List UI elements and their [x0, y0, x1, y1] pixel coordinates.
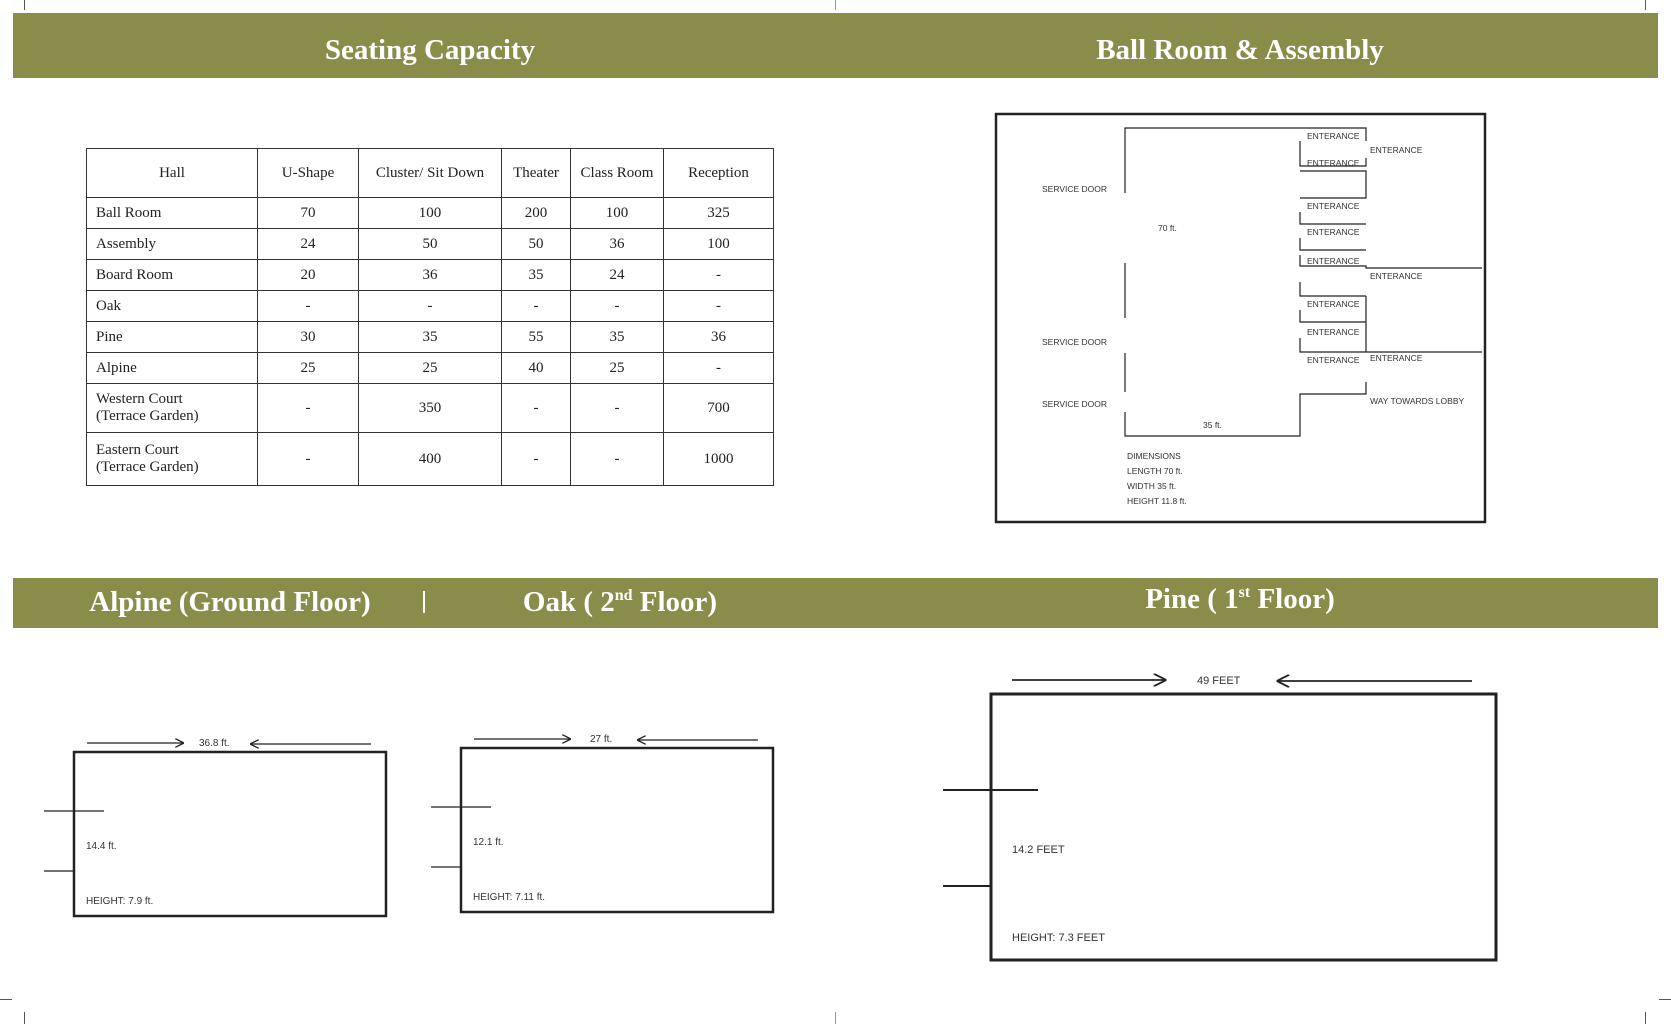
col-reception: Reception	[664, 149, 774, 198]
ballroom-labels	[1042, 131, 1464, 506]
entrance-label: ENTERANCE	[1307, 299, 1360, 309]
col-theater: Theater	[502, 149, 571, 198]
hall-name-line1: Western Court	[96, 391, 183, 407]
entrance-label: ENTERANCE	[1307, 131, 1360, 141]
oak-width-label: 27 ft.	[590, 734, 613, 745]
alpine-title: Alpine (Ground Floor)	[89, 586, 371, 618]
alpine-plan	[44, 743, 386, 916]
hall-name-line1: Eastern Court	[96, 442, 179, 458]
u-shape-value: -	[258, 291, 359, 322]
oak-room	[461, 748, 773, 912]
service-door-label: SERVICE DOOR	[1042, 399, 1108, 409]
service-door-label: SERVICE DOOR	[1042, 184, 1108, 194]
class-room-value: 24	[571, 260, 664, 291]
hall-name-line2: (Terrace Garden)	[96, 408, 199, 424]
hall-name: Board Room	[87, 260, 258, 291]
class-room-value: 100	[571, 198, 664, 229]
cluster-value: 350	[359, 384, 502, 433]
reception-value: -	[664, 291, 774, 322]
entrance-label: ENTERANCE	[1307, 201, 1360, 211]
oak-title-text: Oak ( 2	[522, 586, 615, 618]
theater-value: 200	[502, 198, 571, 229]
theater-value: 40	[502, 353, 571, 384]
entrance-label: ENTERANCE	[1307, 227, 1360, 237]
cluster-value: 35	[359, 322, 502, 353]
oak-labels	[473, 734, 612, 903]
hall-name: Pine	[87, 322, 258, 353]
u-shape-value: 70	[258, 198, 359, 229]
alpine-labels	[86, 738, 230, 907]
u-shape-value: 30	[258, 322, 359, 353]
oak-height-label: HEIGHT: 7.11 ft.	[473, 892, 546, 903]
pine-room	[991, 694, 1496, 960]
class-room-value: -	[571, 433, 664, 486]
reception-value: -	[664, 353, 774, 384]
theater-value: 50	[502, 229, 571, 260]
u-shape-value: 20	[258, 260, 359, 291]
entrance-label: ENTERANCE	[1307, 256, 1360, 266]
ballroom-plan	[996, 114, 1485, 522]
class-room-value: 36	[571, 229, 664, 260]
reception-value: 700	[664, 384, 774, 433]
service-door-label: SERVICE DOOR	[1042, 337, 1108, 347]
cluster-value: 25	[359, 353, 502, 384]
pine-labels	[1012, 675, 1241, 944]
length-label: 70 ft.	[1158, 223, 1177, 233]
alpine-height-label: HEIGHT: 7.9 ft.	[86, 896, 154, 907]
reception-value: 100	[664, 229, 774, 260]
hall-name: Alpine	[87, 353, 258, 384]
hall-name: Oak	[87, 291, 258, 322]
pine-title-sup: st	[1238, 584, 1251, 601]
hall-name: Ball Room	[87, 198, 258, 229]
u-shape-value: -	[258, 433, 359, 486]
hall-name: Assembly	[87, 229, 258, 260]
theater-value: 55	[502, 322, 571, 353]
entrance-label: ENTERANCE	[1370, 271, 1423, 281]
cluster-value: 50	[359, 229, 502, 260]
hall-name-line2: (Terrace Garden)	[96, 459, 199, 475]
way-to-lobby-label: WAY TOWARDS LOBBY	[1370, 396, 1465, 406]
width-label: 35 ft.	[1203, 420, 1222, 430]
oak-title-sup: nd	[614, 587, 633, 604]
pine-plan	[943, 680, 1496, 960]
u-shape-value: 25	[258, 353, 359, 384]
class-room-value: 25	[571, 353, 664, 384]
entrance-label: ENTERANCE	[1307, 158, 1360, 168]
cluster-value: 100	[359, 198, 502, 229]
class-room-value: 35	[571, 322, 664, 353]
oak-depth-label: 12.1 ft.	[473, 837, 504, 848]
dimension-width: WIDTH 35 ft.	[1127, 481, 1177, 491]
pine-depth-label: 14.2 FEET	[1012, 844, 1065, 856]
alpine-depth-label: 14.4 ft.	[86, 841, 117, 852]
cluster-value: 400	[359, 433, 502, 486]
reception-value: 325	[664, 198, 774, 229]
u-shape-value: -	[258, 384, 359, 433]
oak-plan	[431, 739, 773, 912]
pine-height-label: HEIGHT: 7.3 FEET	[1012, 932, 1105, 944]
ballroom-assembly-title: Ball Room & Assembly	[1096, 34, 1384, 66]
reception-value: 36	[664, 322, 774, 353]
col-u-shape: U-Shape	[258, 149, 359, 198]
reception-value: 1000	[664, 433, 774, 486]
dimension-height: HEIGHT 11.8 ft.	[1127, 496, 1187, 506]
cluster-value: -	[359, 291, 502, 322]
reception-value: -	[664, 260, 774, 291]
pine-title-end: Floor)	[1250, 583, 1335, 615]
theater-value: -	[502, 291, 571, 322]
col-class-room: Class Room	[571, 149, 664, 198]
theater-value: -	[502, 384, 571, 433]
seating-capacity-title: Seating Capacity	[324, 34, 536, 66]
oak-title-end: Floor)	[632, 586, 718, 618]
class-room-value: -	[571, 384, 664, 433]
col-hall: Hall	[87, 149, 258, 198]
entrance-label: ENTERANCE	[1370, 145, 1423, 155]
alpine-room	[74, 752, 386, 916]
pine-width-label: 49 FEET	[1197, 675, 1241, 687]
dimensions-heading: DIMENSIONS	[1127, 451, 1181, 461]
theater-value: -	[502, 433, 571, 486]
pine-title-text: Pine ( 1	[1145, 583, 1239, 615]
theater-value: 35	[502, 260, 571, 291]
class-room-value: -	[571, 291, 664, 322]
entrance-label: ENTERANCE	[1307, 355, 1360, 365]
dimension-length: LENGTH 70 ft.	[1127, 466, 1183, 476]
entrance-label: ENTERANCE	[1307, 327, 1360, 337]
ballroom-hall-outline	[1125, 128, 1482, 436]
alpine-width-label: 36.8 ft.	[199, 738, 230, 749]
col-cluster: Cluster/ Sit Down	[359, 149, 502, 198]
u-shape-value: 24	[258, 229, 359, 260]
cluster-value: 36	[359, 260, 502, 291]
entrance-label: ENTERANCE	[1370, 353, 1423, 363]
ballroom-frame	[996, 114, 1485, 522]
